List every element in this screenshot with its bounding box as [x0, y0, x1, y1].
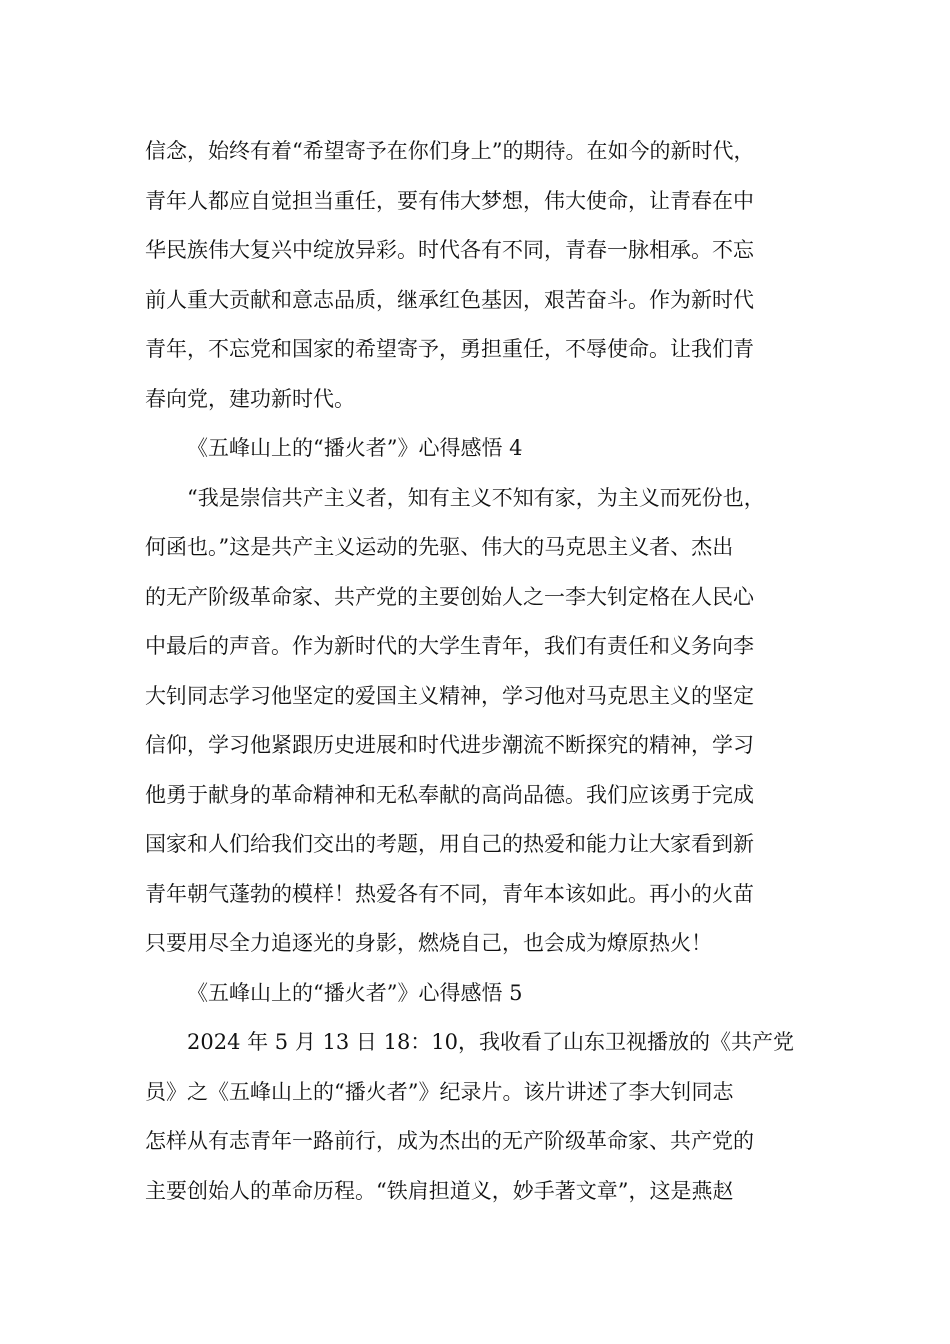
text-line: 中最后的声音。作为新时代的大学生青年，我们有责任和义务向李: [145, 634, 754, 658]
text-line: 他勇于献身的革命精神和无私奉献的高尚品德。我们应该勇于完成: [145, 782, 754, 807]
text-line: “我是崇信共产主义者，知有主义不知有家，为主义而死份也，: [187, 485, 765, 510]
document-body: [145, 127, 845, 1216]
text-line: 员》之《五峰山上的“播火者”》纪录片。该片讲述了李大钊同志: [145, 1079, 734, 1104]
text-line: 前人重大贡献和意志品质，继承红色基因，艰苦奋斗。作为新时代: [145, 287, 754, 312]
text-line: 主要创始人的革命历程。“铁肩担道义，妙手著文章”，这是燕赵: [145, 1178, 734, 1203]
text-line: 华民族伟大复兴中绽放异彩。时代各有不同，青春一脉相承。不忘: [145, 238, 754, 262]
section-heading: 《五峰山上的“播火者”》心得感悟 4: [187, 436, 523, 460]
text-line: 2024 年 5 月 13 日 18：10，我收看了山东卫视播放的《共产党: [187, 1030, 795, 1054]
text-line: 青年，不忘党和国家的希望寄予，勇担重任，不辱使命。让我们青: [145, 337, 754, 361]
text-line: 国家和人们给我们交出的考题，用自己的热爱和能力让大家看到新: [145, 832, 754, 856]
text-line: 信仰，学习他紧跟历史进展和时代进步潮流不断探究的精神，学习: [145, 733, 754, 757]
text-line: 的无产阶级革命家、共产党的主要创始人之一李大钊定格在人民心: [145, 584, 754, 609]
text-line: 只要用尽全力追逐光的身影，燃烧自己，也会成为燎原热火！: [145, 931, 712, 955]
text-line: 信念，始终有着“希望寄予在你们身上”的期待。在如今的新时代，: [145, 139, 755, 163]
text-line: 青年人都应自觉担当重任，要有伟大梦想，伟大使命，让青春在中: [145, 188, 754, 213]
text-line: 怎样从有志青年一路前行，成为杰出的无产阶级革命家、共产党的: [145, 1129, 754, 1153]
section-heading: 《五峰山上的“播火者”》心得感悟 5: [187, 980, 523, 1005]
text-line: 大钊同志学习他坚定的爱国主义精神，学习他对马克思主义的坚定: [145, 683, 754, 708]
text-line: 春向党，建功新时代。: [145, 386, 355, 411]
text-line: 何函也。”这是共产主义运动的先驱、伟大的马克思主义者、杰出: [145, 535, 734, 559]
text-line: 青年朝气蓬勃的模样！热爱各有不同，青年本该如此。再小的火苗: [145, 881, 754, 906]
